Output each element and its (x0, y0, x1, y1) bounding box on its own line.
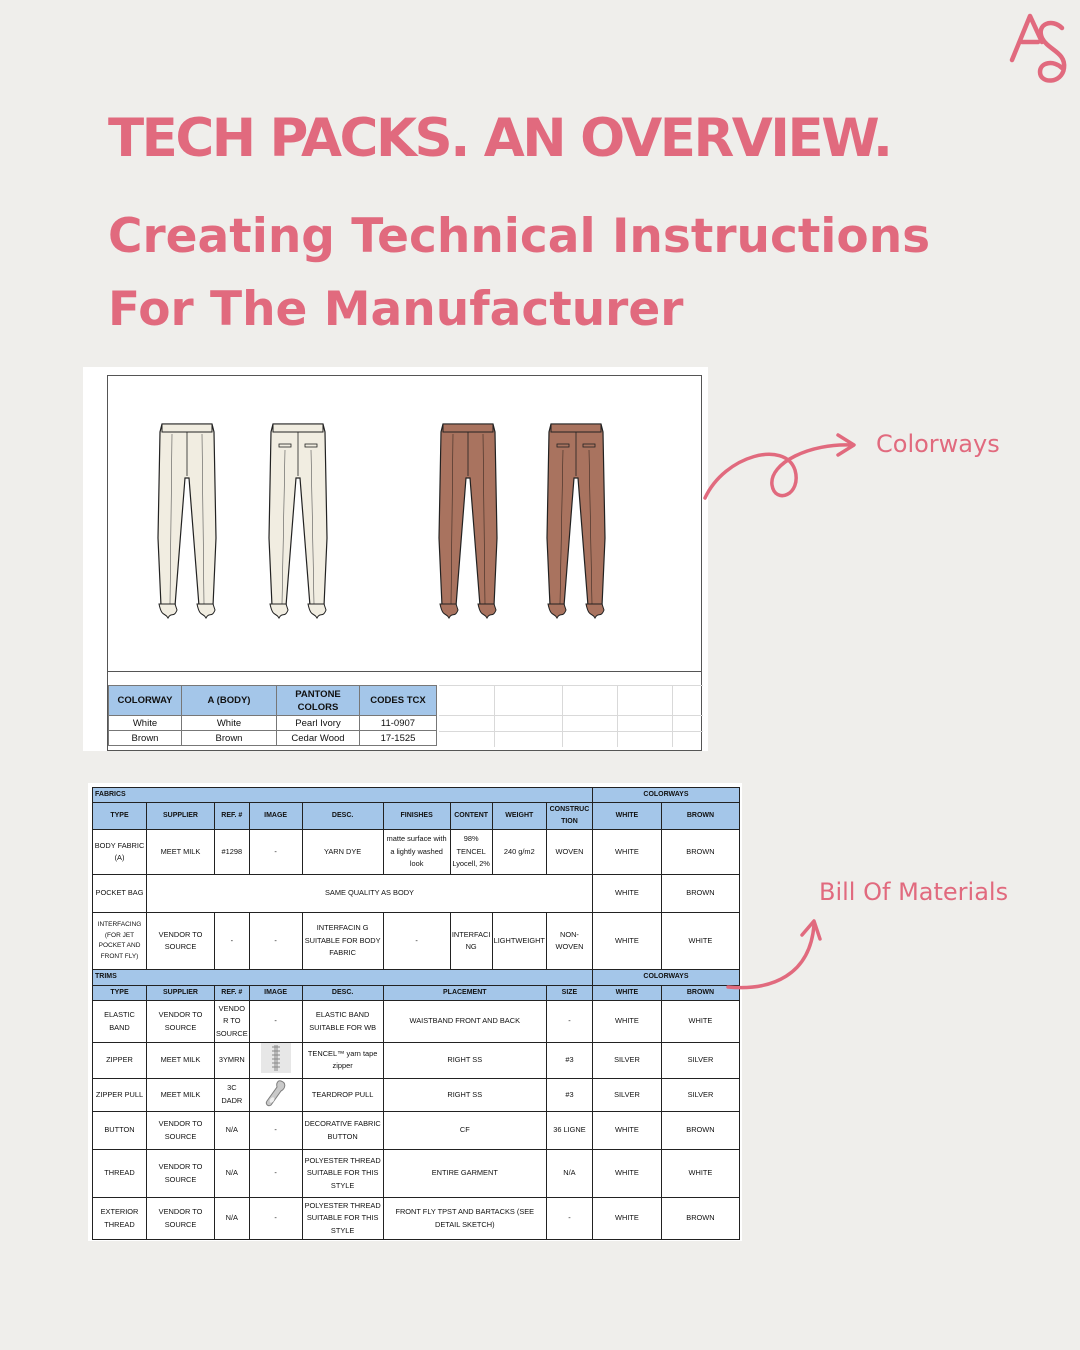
table-cell: - (546, 1198, 592, 1240)
table-cell: 17-1525 (360, 731, 437, 746)
table-row (93, 875, 740, 913)
table-cell: MEET MILK (147, 1043, 215, 1079)
zipper-icon (261, 1043, 291, 1073)
table-cell: N/A (215, 1198, 250, 1240)
table-cell: ZIPPER (93, 1043, 147, 1079)
bom-arrow-icon (722, 915, 822, 995)
table-header: SUPPLIER (147, 803, 215, 830)
pants-back-brown-sketch (545, 418, 607, 624)
table-row (93, 1112, 740, 1150)
table-cell: WHITE (592, 830, 661, 875)
table-row (93, 1078, 740, 1112)
table-cell: White (182, 716, 277, 731)
table-row (93, 1043, 740, 1079)
table-header: PANTONE COLORS (277, 686, 360, 716)
table-cell: DECORATIVE FABRIC BUTTON (302, 1112, 383, 1150)
bom-table (92, 787, 740, 1240)
table-cell: N/A (215, 1150, 250, 1198)
table-header: BROWN (661, 803, 739, 830)
sketch-divider (108, 671, 702, 672)
table-cell: BROWN (661, 875, 739, 913)
table-cell: - (249, 1198, 302, 1240)
table-cell: MEET MILK (147, 1078, 215, 1112)
table-cell: ENTIRE GARMENT (383, 1150, 546, 1198)
table-cell: 11-0907 (360, 716, 437, 731)
table-header: PLACEMENT (383, 986, 546, 1001)
table-cell: SAME QUALITY AS BODY (147, 875, 593, 913)
zipper-pull-icon (263, 1079, 289, 1107)
table-cell: INTERFACING (FOR JET POCKET AND FRONT FLY) (93, 913, 147, 970)
table-cell: FRONT FLY TPST AND BARTACKS (SEE DETAIL SKETCH) (383, 1198, 546, 1240)
table-cell: #1298 (215, 830, 250, 875)
colorways-callout: Colorways (876, 430, 1000, 458)
table-cell: SILVER (661, 1078, 739, 1112)
table-header: TYPE (93, 803, 147, 830)
table-cell: - (215, 913, 250, 970)
table-cell: VENDOR TO SOURCE (147, 1198, 215, 1240)
bill-of-materials-sheet (88, 783, 742, 1241)
zipper-image-cell (249, 1043, 302, 1079)
table-cell: N/A (215, 1112, 250, 1150)
table-header: SIZE (546, 986, 592, 1001)
table-cell: VENDO R TO SOURCE (215, 1001, 250, 1043)
table-header: WEIGHT (492, 803, 546, 830)
table-cell: RIGHT SS (383, 1043, 546, 1079)
spreadsheet-grid (439, 685, 703, 747)
table-cell: MEET MILK (147, 830, 215, 875)
table-cell: BODY FABRIC (A) (93, 830, 147, 875)
table-cell: TENCEL™ yarn tape zipper (302, 1043, 383, 1079)
table-cell: SILVER (661, 1043, 739, 1079)
table-cell: POLYESTER THREAD SUITABLE FOR THIS STYLE (302, 1198, 383, 1240)
table-cell: WHITE (592, 875, 661, 913)
zipper-pull-image-cell (249, 1078, 302, 1112)
table-header: COLORWAY (109, 686, 182, 716)
table-header: TYPE (93, 986, 147, 1001)
table-cell: WHITE (661, 913, 739, 970)
table-cell: Brown (182, 731, 277, 746)
table-cell: TEARDROP PULL (302, 1078, 383, 1112)
page-title: TECH PACKS. AN OVERVIEW. (108, 108, 891, 169)
bom-callout: Bill Of Materials (819, 878, 1009, 906)
table-cell: VENDOR TO SOURCE (147, 1150, 215, 1198)
table-cell: CF (383, 1112, 546, 1150)
table-cell: ELASTIC BAND (93, 1001, 147, 1043)
table-cell: Brown (109, 731, 182, 746)
table-row (93, 1150, 740, 1198)
table-cell: YARN DYE (302, 830, 383, 875)
table-cell: - (249, 913, 302, 970)
table-row (109, 731, 437, 746)
table-cell: - (546, 1001, 592, 1043)
table-cell: 240 g/m2 (492, 830, 546, 875)
table-header: WHITE (592, 803, 661, 830)
table-cell: WHITE (661, 1001, 739, 1043)
table-cell: THREAD (93, 1150, 147, 1198)
table-cell: WHITE (592, 1112, 661, 1150)
fabrics-section-label: FABRICS (93, 788, 593, 803)
table-row (93, 913, 740, 970)
colorways-section-label: COLORWAYS (592, 970, 739, 986)
table-header: CONTENT (450, 803, 492, 830)
pants-front-brown-sketch (437, 418, 499, 624)
table-row (93, 1001, 740, 1043)
table-cell: - (249, 1150, 302, 1198)
page-subtitle (108, 200, 930, 346)
table-cell: VENDOR TO SOURCE (147, 1112, 215, 1150)
colorways-section-label: COLORWAYS (592, 788, 739, 803)
table-cell: NON-WOVEN (546, 913, 592, 970)
table-cell: BUTTON (93, 1112, 147, 1150)
pants-back-white-sketch (267, 418, 329, 624)
table-cell: ELASTIC BAND SUITABLE FOR WB (302, 1001, 383, 1043)
table-cell: WHITE (592, 1001, 661, 1043)
table-cell: ZIPPER PULL (93, 1078, 147, 1112)
table-row (109, 716, 437, 731)
table-cell: BROWN (661, 1112, 739, 1150)
table-cell: WHITE (661, 1150, 739, 1198)
brand-logo-icon (1004, 8, 1074, 88)
table-header: IMAGE (249, 803, 302, 830)
table-cell: POCKET BAG (93, 875, 147, 913)
table-cell: matte surface with a lightly washed look (383, 830, 450, 875)
table-cell: INTERFACIN G SUITABLE FOR BODY FABRIC (302, 913, 383, 970)
table-cell: #3 (546, 1078, 592, 1112)
table-cell: WHITE (592, 1198, 661, 1240)
table-cell: 36 LIGNE (546, 1112, 592, 1150)
table-cell: SILVER (592, 1043, 661, 1079)
table-cell: 3C DADR (215, 1078, 250, 1112)
table-header: REF. # (215, 803, 250, 830)
table-header: CODES TCX (360, 686, 437, 716)
table-row (93, 1198, 740, 1240)
table-cell: White (109, 716, 182, 731)
table-cell: WOVEN (546, 830, 592, 875)
table-cell: SILVER (592, 1078, 661, 1112)
table-cell: BROWN (661, 1198, 739, 1240)
colorway-table (108, 685, 437, 746)
table-header: DESC. (302, 803, 383, 830)
table-cell: - (383, 913, 450, 970)
table-header: IMAGE (249, 986, 302, 1001)
table-cell: Pearl Ivory (277, 716, 360, 731)
table-cell: - (249, 1001, 302, 1043)
subtitle-line-2: For The Manufacturer (108, 282, 684, 337)
table-header: SUPPLIER (147, 986, 215, 1001)
table-cell: LIGHTWEIGHT (492, 913, 546, 970)
table-cell: WHITE (592, 913, 661, 970)
trims-section-label: TRIMS (93, 970, 593, 986)
table-cell: 3YMRN (215, 1043, 250, 1079)
table-header: A (BODY) (182, 686, 277, 716)
table-cell: WAISTBAND FRONT AND BACK (383, 1001, 546, 1043)
table-cell: INTERFACI NG (450, 913, 492, 970)
subtitle-line-1: Creating Technical Instructions (108, 209, 931, 264)
table-cell: POLYESTER THREAD SUITABLE FOR THIS STYLE (302, 1150, 383, 1198)
table-cell: EXTERIOR THREAD (93, 1198, 147, 1240)
table-cell: - (249, 1112, 302, 1150)
table-cell: BROWN (661, 830, 739, 875)
table-cell: RIGHT SS (383, 1078, 546, 1112)
table-cell: N/A (546, 1150, 592, 1198)
table-cell: VENDOR TO SOURCE (147, 913, 215, 970)
pants-front-white-sketch (156, 418, 218, 624)
table-header: CONSTRUC TION (546, 803, 592, 830)
table-cell: Cedar Wood (277, 731, 360, 746)
table-header: BROWN (661, 986, 739, 1001)
table-cell: - (249, 830, 302, 875)
table-row (93, 830, 740, 875)
table-cell: WHITE (592, 1150, 661, 1198)
table-header: WHITE (592, 986, 661, 1001)
colorways-arrow-icon (700, 425, 865, 505)
table-header: REF. # (215, 986, 250, 1001)
table-header: DESC. (302, 986, 383, 1001)
table-cell: 98% TENCEL Lyocell, 2% (450, 830, 492, 875)
table-header: FINISHES (383, 803, 450, 830)
table-cell: #3 (546, 1043, 592, 1079)
table-cell: VENDOR TO SOURCE (147, 1001, 215, 1043)
